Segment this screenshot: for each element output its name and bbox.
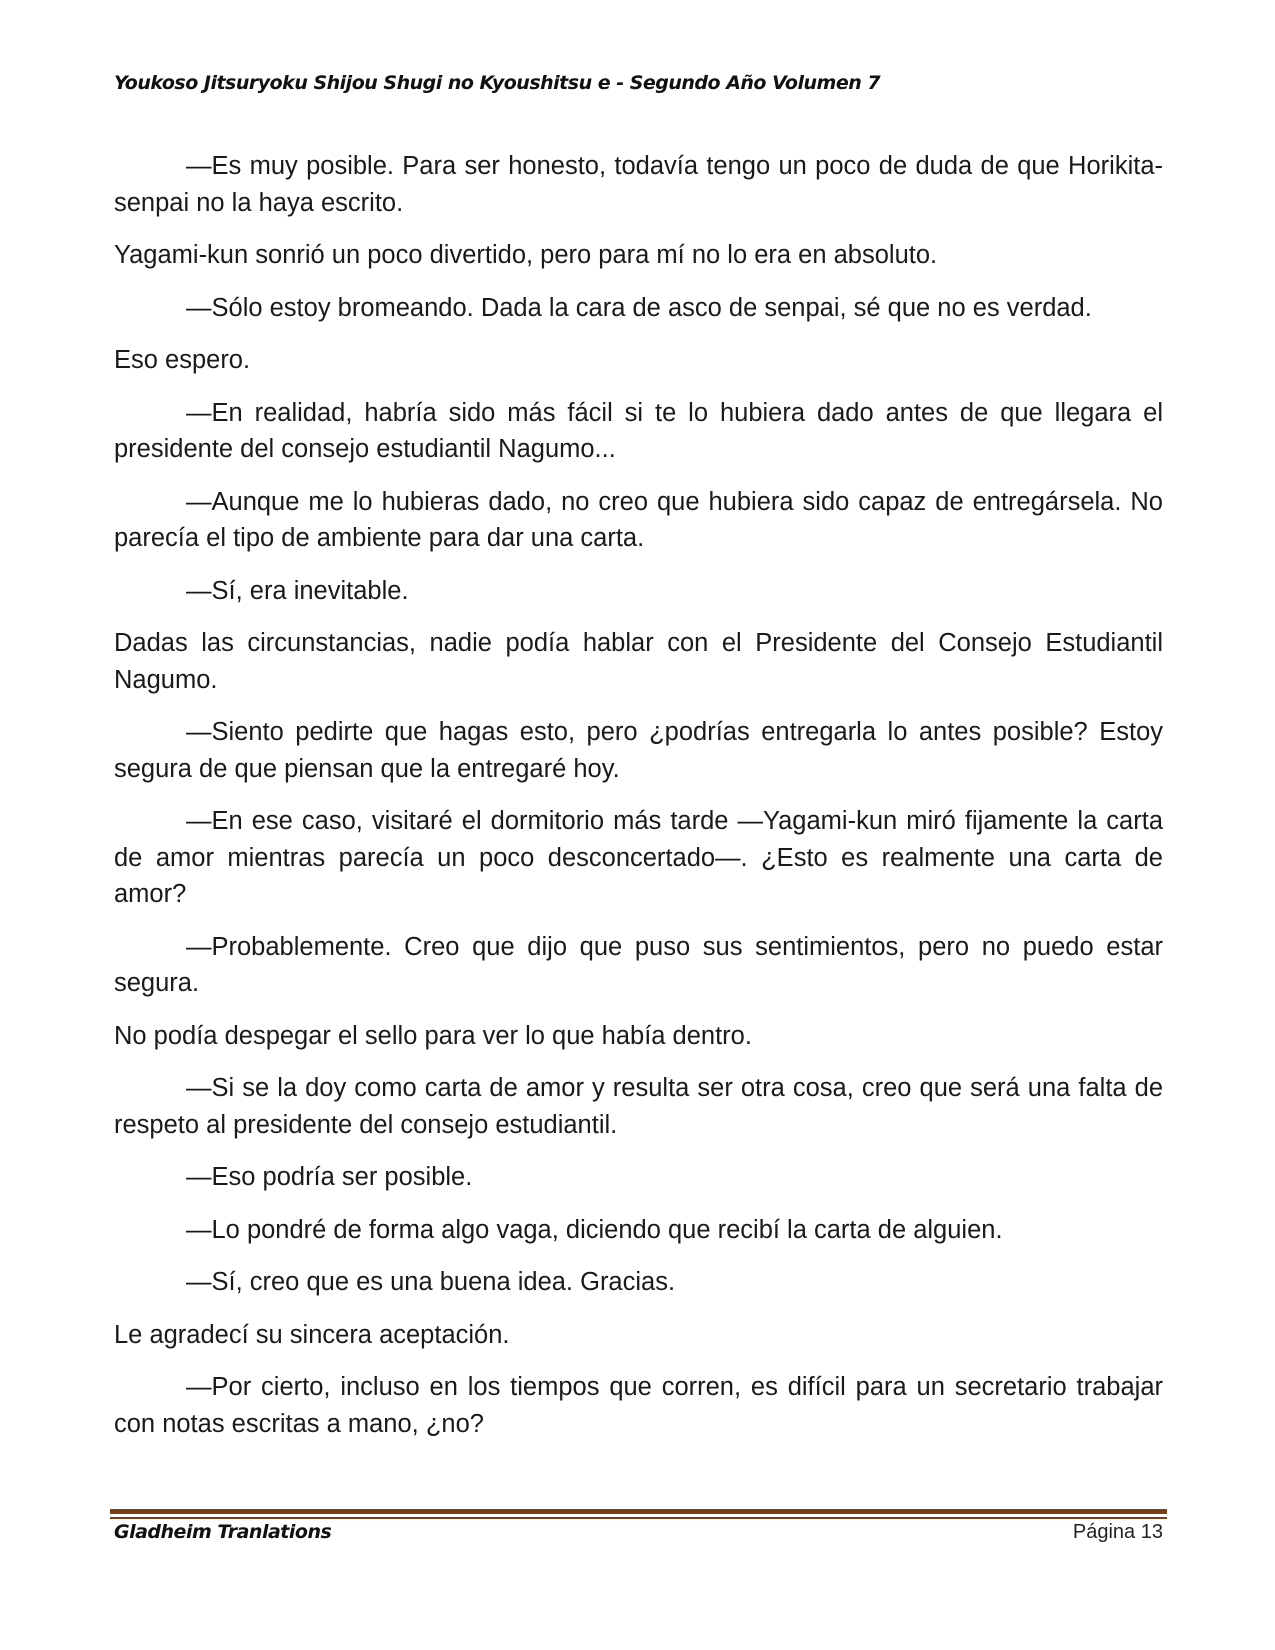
paragraph: —En realidad, habría sido más fácil si te lo hubiera dado antes de que llegara el presidente del consejo estudiantil Nagumo... bbox=[114, 398, 1163, 463]
footer-rule bbox=[110, 1509, 1167, 1514]
page-number bbox=[1073, 1521, 1163, 1544]
paragraph: Dadas las circunstancias, nadie podía hablar con el Presidente del Consejo Estudiantil Nagumo. bbox=[114, 629, 1163, 694]
footer-rule-thin bbox=[110, 1517, 1167, 1519]
paragraph: Le agradecí su sincera aceptación. bbox=[114, 1320, 510, 1349]
paragraph: —Es muy posible. Para ser honesto, todavía tengo un poco de duda de que Horikita-senpai no la haya escrito. bbox=[114, 152, 1163, 217]
paragraph: Eso espero. bbox=[114, 346, 251, 374]
page-body bbox=[114, 148, 1163, 1458]
paragraph: —En ese caso, visitaré el dormitorio más tarde —Yagami-kun miró fijamente la carta de amor mientras parecía un poco desconcertado—. ¿Esto es realmente una carta de amor? bbox=[114, 807, 1163, 908]
footer-credit: Gladheim Tranlations bbox=[114, 1521, 332, 1543]
paragraph: —Sí, era inevitable. bbox=[186, 576, 409, 605]
paragraph: —Lo pondré de forma algo vaga, diciendo que recibí la carta de alguien. bbox=[186, 1215, 1003, 1244]
paragraph: —Sólo estoy bromeando. Dada la cara de asco de senpai, sé que no es verdad. bbox=[186, 293, 1092, 322]
page-number-value: 13 bbox=[1140, 1521, 1163, 1543]
paragraph: —Aunque me lo hubieras dado, no creo que hubiera sido capaz de entregársela. No parecía el tipo de ambiente para dar una carta. bbox=[114, 487, 1163, 552]
paragraph: —Si se la doy como carta de amor y resulta ser otra cosa, creo que será una falta de respeto al presidente del consejo estudiantil. bbox=[114, 1074, 1163, 1139]
paragraph: —Por cierto, incluso en los tiempos que corren, es difícil para un secretario trabajar con notas escritas a mano, ¿no? bbox=[114, 1373, 1163, 1438]
running-header: Youkoso Jitsuryoku Shijou Shugi no Kyoushitsu e - Segundo Año Volumen 7 bbox=[114, 72, 881, 94]
page-label: Página bbox=[1072, 1521, 1136, 1543]
paragraph: Yagami-kun sonrió un poco divertido, pero para mí no lo era en absoluto. bbox=[114, 241, 938, 269]
paragraph: —Siento pedirte que hagas esto, pero ¿podrías entregarla lo antes posible? Estoy segura de que piensan que la entregaré hoy. bbox=[114, 718, 1163, 783]
paragraph: —Sí, creo que es una buena idea. Gracias. bbox=[186, 1268, 676, 1296]
paragraph: No podía despegar el sello para ver lo que había dentro. bbox=[114, 1021, 752, 1050]
paragraph: —Eso podría ser posible. bbox=[186, 1163, 473, 1191]
paragraph: —Probablemente. Creo que dijo que puso sus sentimientos, pero no puedo estar segura. bbox=[114, 932, 1163, 997]
